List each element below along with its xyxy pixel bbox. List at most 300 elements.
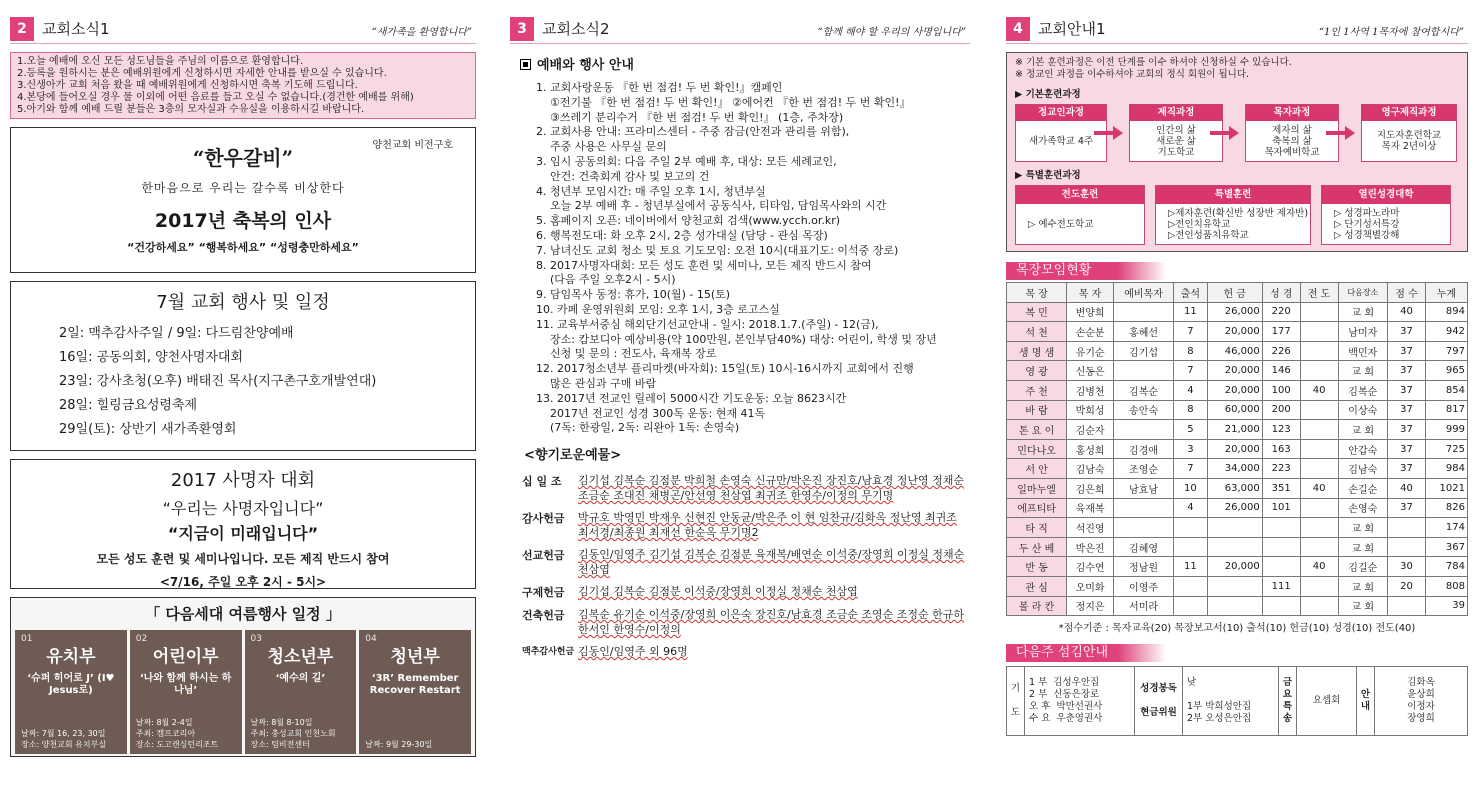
- table-cell: 826: [1425, 498, 1467, 518]
- offering-type: 십 일 조: [522, 475, 562, 489]
- notice-item: [520, 288, 970, 303]
- conference-desc: 모든 성도 훈련 및 세미나입니다. 모든 제직 반드시 참여: [96, 552, 390, 566]
- offering-names: 박규호 박영민 박재우 신현진 안동균/박은주 이 현 임찬규/김화옥 정난영 최귀조 최서경/최종원 최재선 한순옥 무기명2: [578, 511, 957, 540]
- table-cell: 37: [1388, 459, 1426, 479]
- vision-tag: 양천교회 비전구호: [372, 140, 453, 151]
- notice-item: [520, 303, 970, 318]
- course-title: 전도훈련: [1016, 186, 1144, 204]
- table-cell: [1174, 518, 1208, 538]
- page-slogan: “함께 해야 할 우리의 사명입니다”: [817, 27, 966, 38]
- section-heading: [520, 54, 970, 73]
- page-4: [1006, 14, 1468, 736]
- table-cell: 26,000: [1207, 302, 1262, 322]
- table-cell: 주 천: [1007, 380, 1067, 400]
- column-header: 다음장소: [1338, 283, 1388, 303]
- notice-line: ①전기불 『한 번 점검! 두 번 확인!』 ②에어컨 『한 번 점검! 두 번 확인!』: [550, 95, 911, 109]
- card-info: 날짜: 7월 16, 23, 30일: [21, 729, 106, 738]
- notice-line: ③쓰레기 분리수거 『한 번 점검! 두 번 확인!』 (1층, 주차장): [550, 110, 844, 124]
- table-cell: 7: [1174, 322, 1208, 342]
- summer-card: [130, 630, 242, 754]
- column-header: 점 수: [1388, 283, 1426, 303]
- table-cell: 46,000: [1207, 341, 1262, 361]
- course-item: ▷전인성품치유학교: [1168, 229, 1249, 241]
- welcome-line: 1.오늘 예배에 오신 모든 성도님들을 주님의 이름으로 환영합니다.: [17, 56, 304, 67]
- column-header: 출석: [1174, 283, 1208, 303]
- basic-training-label: ▶ 기본훈련과정: [1015, 89, 1081, 100]
- course-item: 축복의 삶: [1272, 135, 1312, 147]
- schedule-item: 16일: 공동의회, 양천사명자대회: [59, 350, 244, 365]
- table-cell: 174: [1425, 518, 1467, 538]
- table-cell: [1207, 596, 1262, 616]
- table-cell: 볼 라 칸: [1007, 596, 1067, 616]
- course-title: 영구제직과정: [1362, 105, 1456, 121]
- notice-line: 2017년 전교인 성경 300독 운동: 현재 41독: [550, 406, 766, 420]
- notice-line: 6. 행복전도대: 화 오후 2시, 2층 성가대실 (담당 - 관심 목장): [536, 228, 828, 242]
- table-cell: 이영주: [1113, 576, 1173, 596]
- welcome-line: 3.신생아가 교회 처음 왔을 때 예배위원에게 신청하시면 축복 기도해 드립니다.: [17, 80, 358, 91]
- table-row: [1007, 322, 1468, 342]
- table-cell: [1300, 518, 1338, 538]
- card-info: 주최: 캠프코리아: [135, 729, 196, 738]
- vision-title: “한우갈비”: [192, 146, 294, 170]
- course-title: 특별훈련: [1156, 186, 1310, 204]
- greeting-wishes: “건강하세요” “행복하세요” “성령충만하세요”: [127, 241, 359, 254]
- notice-line: 장소: 캄보디아 예상비용(약 100만원, 본인부담40%) 대상: 어린이, 학생 및 장년: [550, 332, 937, 346]
- table-row: [1007, 596, 1468, 616]
- card-dept: 청년부: [390, 647, 440, 667]
- table-row: [1007, 537, 1468, 557]
- notice-line: 1. 교회사랑운동 『한 번 점검! 두 번 확인!』캠페인: [536, 81, 783, 94]
- conference-motto-1: “우리는 사명자입니다”: [162, 499, 324, 518]
- table-row: [1007, 459, 1468, 479]
- table-cell: 김기섭: [1113, 341, 1173, 361]
- schedule-item: 28일: 힐링금요성령축제: [59, 398, 198, 413]
- table-cell: [1300, 459, 1338, 479]
- card-info: 장소: 팀비전센터: [250, 740, 310, 749]
- table-cell: 정지은: [1067, 596, 1114, 616]
- table-cell: 26,000: [1207, 498, 1262, 518]
- table-cell: 11: [1174, 302, 1208, 322]
- table-cell: 박희성: [1067, 400, 1114, 420]
- vision-acrostic: 한마음으로 우리는 갈수록 비상한다: [141, 181, 345, 195]
- page-number: 2: [10, 17, 34, 41]
- page-4-header: [1006, 14, 1468, 44]
- table-cell: 김경애: [1113, 439, 1173, 459]
- table-cell: 34,000: [1207, 459, 1262, 479]
- notice-line: 안건: 건축회계 감사 및 보고의 건: [550, 169, 710, 183]
- notice-item: [520, 259, 970, 289]
- table-cell: 37: [1388, 420, 1426, 440]
- duty-role-cell: 성경봉독 현금위원: [1135, 667, 1183, 736]
- offerings-heading: <향기로운예물>: [524, 448, 622, 464]
- duty-usher-label: 안내: [1357, 667, 1375, 736]
- duty-table: [1006, 666, 1468, 736]
- missionary-conference-box: [10, 459, 476, 589]
- page-3: [510, 14, 970, 666]
- table-cell: 홍성희: [1067, 439, 1114, 459]
- table-cell: 37: [1388, 400, 1426, 420]
- offering-type: 구제헌금: [522, 586, 565, 600]
- table-cell: [1300, 400, 1338, 420]
- notice-item: [520, 155, 970, 185]
- table-cell: 교 회: [1338, 518, 1388, 538]
- table-cell: 영 광: [1007, 361, 1067, 381]
- page-title: 교회안내1: [1038, 20, 1106, 38]
- table-cell: 40: [1300, 478, 1338, 498]
- table-cell: 123: [1262, 420, 1300, 440]
- table-cell: 226: [1262, 341, 1300, 361]
- table-row: [1007, 518, 1468, 538]
- table-cell: 20,000: [1207, 380, 1262, 400]
- offering-row: [522, 644, 970, 659]
- table-cell: 남미자: [1338, 322, 1388, 342]
- table-cell: [1300, 302, 1338, 322]
- table-cell: [1300, 498, 1338, 518]
- schedule-item: 2일: 맥추감사주일 / 9일: 다드림찬양예배: [59, 326, 294, 341]
- table-cell: 송안숙: [1113, 400, 1173, 420]
- offering-row: [522, 547, 970, 577]
- course-item: 목자 2년이상: [1381, 141, 1437, 152]
- table-cell: [1113, 420, 1173, 440]
- table-cell: 김수연: [1067, 557, 1114, 577]
- table-cell: 21,000: [1207, 420, 1262, 440]
- table-cell: 351: [1262, 478, 1300, 498]
- table-cell: 박은진: [1067, 537, 1114, 557]
- special-training-row: [1015, 185, 1459, 245]
- notice-line: 10. 카페 운영위원회 모임: 오후 1시, 3층 로고스실: [536, 302, 780, 316]
- conference-time: <7/16, 주일 오후 2시 - 5시>: [159, 575, 327, 589]
- schedule-item: 23일: 강사초청(오후) 배태진 목사(지구촌구호개발연대): [59, 374, 377, 389]
- table-cell: 생 명 샘: [1007, 341, 1067, 361]
- table-row: [1007, 478, 1468, 498]
- page-number: 3: [510, 17, 534, 41]
- course-box: [1361, 104, 1457, 162]
- cell-group-title: 목장모임현황: [1006, 262, 1166, 280]
- page-slogan: “새가족을 환영합니다”: [371, 27, 472, 38]
- table-cell: 서미라: [1113, 596, 1173, 616]
- page-number: 4: [1006, 17, 1030, 41]
- square-bullet-icon: [520, 59, 531, 70]
- summer-title: 「 다음세대 여름행사 일정 」: [145, 605, 341, 623]
- card-info: 날짜: 8월 2-4일: [135, 718, 193, 727]
- table-cell: 20,000: [1207, 439, 1262, 459]
- table-cell: 163: [1262, 439, 1300, 459]
- notice-line: 많은 관심과 구매 바람: [550, 376, 657, 390]
- notice-line: 주중 사용은 사무실 문의: [550, 140, 667, 154]
- table-cell: 육재복: [1067, 498, 1114, 518]
- schedule-title: 7월 교회 행사 및 일정: [156, 292, 330, 313]
- table-cell: 100: [1262, 380, 1300, 400]
- table-cell: 894: [1425, 302, 1467, 322]
- table-cell: 석 천: [1007, 322, 1067, 342]
- table-cell: 8: [1174, 400, 1208, 420]
- greeting-title: 2017년 축복의 인사: [154, 210, 332, 232]
- table-cell: [1174, 596, 1208, 616]
- table-cell: 김길순: [1338, 557, 1388, 577]
- notice-item: [520, 125, 970, 155]
- column-header: 전 도: [1300, 283, 1338, 303]
- table-cell: 김혜영: [1113, 537, 1173, 557]
- card-info: 주최: 충성교회 인천노회: [250, 729, 336, 738]
- notice-line: 13. 2017년 전교인 릴레이 5000시간 기도운동: 오늘 8623시간: [536, 391, 847, 405]
- card-dept: 어린이부: [152, 647, 219, 667]
- table-row: [1007, 576, 1468, 596]
- table-cell: 7: [1174, 361, 1208, 381]
- course-item: ▷ 예수전도학교: [1028, 218, 1094, 230]
- table-cell: [1300, 322, 1338, 342]
- welcome-line: 4.본당에 들어오실 경우 물 이외에 어떤 음료를 들고 오실 수 없습니다.(경건한 예배를 위해): [17, 92, 414, 103]
- table-cell: 984: [1425, 459, 1467, 479]
- course-title: 열린성경대학: [1322, 186, 1450, 204]
- summer-card: [359, 630, 471, 754]
- summer-events-box: [10, 597, 476, 757]
- notice-line: (7독: 한광일, 2독: 리완아 1독: 손영숙): [550, 421, 740, 435]
- course-item: ▷제자훈련(확신반 성장반 제자반): [1168, 207, 1309, 219]
- table-cell: [1300, 420, 1338, 440]
- training-box: [1006, 52, 1468, 252]
- table-cell: 63,000: [1207, 478, 1262, 498]
- table-cell: 백민자: [1338, 341, 1388, 361]
- offering-type: 감사헌금: [522, 512, 565, 526]
- table-cell: 남효남: [1113, 478, 1173, 498]
- table-cell: [1262, 537, 1300, 557]
- table-cell: 변양희: [1067, 302, 1114, 322]
- course-item: ▷ 성경책별강해: [1334, 229, 1400, 241]
- column-header: 성 경: [1262, 283, 1300, 303]
- table-cell: 37: [1388, 439, 1426, 459]
- table-cell: 784: [1425, 557, 1467, 577]
- table-cell: [1300, 596, 1338, 616]
- offering-names: 김동인/임영주 외 96명: [578, 645, 688, 659]
- course-item: ▷ 단기성서특강: [1334, 218, 1400, 230]
- table-cell: 김순자: [1067, 420, 1114, 440]
- table-cell: [1113, 302, 1173, 322]
- course-item: 새가족학교 4주: [1028, 135, 1094, 147]
- offering-names: 김복순 유기순 이석중/장영희 이은숙 장진호/남효경 조금순 조영순 조정순 한규하 한서인 한영수/이정의: [578, 608, 965, 637]
- table-cell: 177: [1262, 322, 1300, 342]
- notices-section: [510, 54, 970, 436]
- table-cell: [1388, 518, 1426, 538]
- offering-names: 김기섭 김복순 김점분 이석중/장영희 이정실 정채순 천삼엽: [578, 585, 858, 599]
- table-cell: 교 회: [1338, 537, 1388, 557]
- card-info: 날짜: 8월 8-10일: [250, 718, 313, 727]
- card-number: 01: [21, 634, 33, 644]
- table-cell: 999: [1425, 420, 1467, 440]
- duty-usher-names: 김화옥 윤상희 이정자 장영희: [1375, 667, 1468, 736]
- notice-line: (다음 주일 오후2시 - 5시): [550, 273, 676, 287]
- table-cell: [1300, 537, 1338, 557]
- table-cell: [1300, 439, 1338, 459]
- table-cell: 홍혜선: [1113, 322, 1173, 342]
- table-cell: 김복순: [1338, 380, 1388, 400]
- table-cell: 30: [1388, 557, 1426, 577]
- table-cell: 교 회: [1338, 420, 1388, 440]
- table-cell: 101: [1262, 498, 1300, 518]
- card-dept: 청소년부: [267, 647, 334, 667]
- duty-special-song: 금요특송: [1279, 667, 1297, 736]
- arrow-right-icon: [1345, 126, 1355, 140]
- page-title: 교회소식1: [42, 20, 110, 38]
- table-cell: 교 회: [1338, 576, 1388, 596]
- course-item: 목자예비학교: [1264, 146, 1320, 158]
- offering-row: [522, 473, 970, 503]
- table-cell: 40: [1388, 302, 1426, 322]
- table-cell: 김은희: [1067, 478, 1114, 498]
- table-cell: [1300, 361, 1338, 381]
- table-cell: 이상숙: [1338, 400, 1388, 420]
- welcome-box: [10, 52, 476, 119]
- page-2: [10, 14, 476, 757]
- table-cell: [1300, 341, 1338, 361]
- summer-card: [245, 630, 357, 754]
- course-item: 인간의 삶: [1156, 124, 1196, 136]
- table-cell: 손순분: [1067, 322, 1114, 342]
- table-cell: 7: [1174, 459, 1208, 479]
- course-item: 제자의 삶: [1272, 124, 1312, 136]
- card-number: 04: [365, 634, 377, 644]
- table-cell: 725: [1425, 439, 1467, 459]
- table-cell: 복 민: [1007, 302, 1067, 322]
- column-header: 목 장: [1007, 283, 1067, 303]
- training-note: ※ 정교인 과정을 이수하셔야 교회의 정식 회원이 됩니다.: [1015, 69, 1250, 80]
- section-heading-text: 예배와 행사 안내: [537, 58, 634, 73]
- offering-type: 선교헌금: [522, 549, 565, 563]
- table-cell: 146: [1262, 361, 1300, 381]
- notice-line: 7. 남녀신도 교회 청소 및 토요 기도모임: 오전 10시(대표기도: 이석중 장로): [536, 243, 899, 257]
- page-slogan: “1인 1사역 1목자에 참여합시다”: [1318, 27, 1464, 38]
- table-cell: 손길순: [1338, 478, 1388, 498]
- table-cell: 바 람: [1007, 400, 1067, 420]
- card-number: 02: [135, 634, 148, 644]
- page-title: 교회소식2: [542, 20, 610, 38]
- table-row: [1007, 361, 1468, 381]
- table-cell: 신동은: [1067, 361, 1114, 381]
- cell-group-table: [1006, 282, 1468, 616]
- table-cell: 854: [1425, 380, 1467, 400]
- duty-key: 기 도: [1007, 667, 1025, 736]
- offering-type: 건축헌금: [522, 609, 565, 623]
- offering-row: [522, 510, 970, 540]
- card-theme: ‘예수의 길’: [275, 673, 326, 684]
- table-cell: 두 산 베: [1007, 537, 1067, 557]
- table-cell: [1207, 576, 1262, 596]
- notice-line: 12. 2017청소년부 플리마켓(바자회): 15일(토) 10시-16시까지 교회에서 진행: [536, 362, 914, 376]
- course-item: 새로운 삶: [1156, 135, 1196, 147]
- table-cell: [1113, 518, 1173, 538]
- notice-item: [520, 318, 970, 362]
- course-item: ▷전인치유학교: [1168, 218, 1231, 230]
- vision-slogan-box: [10, 127, 476, 273]
- table-cell: 808: [1425, 576, 1467, 596]
- table-cell: [1113, 498, 1173, 518]
- duty-prayer-cell: 1 부 김성우안집 2 부 신동은장로 오 후 박만선권사 수 요 우춘영권사: [1025, 667, 1135, 736]
- table-cell: [1388, 596, 1426, 616]
- page-3-header: [510, 14, 970, 44]
- card-info: 장소: 양천교회 유치부실: [21, 740, 107, 749]
- table-cell: [1388, 537, 1426, 557]
- table-cell: 220: [1262, 302, 1300, 322]
- notice-item: [520, 244, 970, 259]
- table-cell: 4: [1174, 498, 1208, 518]
- table-cell: 김병천: [1067, 380, 1114, 400]
- table-cell: 37: [1388, 322, 1426, 342]
- table-cell: 조영순: [1113, 459, 1173, 479]
- offering-row: [522, 607, 970, 637]
- table-row: [1007, 439, 1468, 459]
- table-cell: 965: [1425, 361, 1467, 381]
- table-cell: [1262, 518, 1300, 538]
- table-row: [1007, 557, 1468, 577]
- table-cell: [1174, 537, 1208, 557]
- table-row: [1007, 400, 1468, 420]
- table-cell: 5: [1174, 420, 1208, 440]
- summer-card: [15, 630, 127, 754]
- special-course-box: [1015, 185, 1145, 245]
- table-cell: 교 회: [1338, 302, 1388, 322]
- table-cell: 석진영: [1067, 518, 1114, 538]
- offering-names: 김기섭 김복순 김점분 박희철 손영숙 신규만/박은진 장진호/남효경 정난영 정채순 조금순 조대진 채병곤/안선영 천삼엽 최귀조 한영수/이정의 무기명: [578, 474, 965, 503]
- special-course-box: [1321, 185, 1451, 245]
- special-course-box: [1155, 185, 1311, 245]
- welcome-line: 5.아기와 함께 예배 드릴 분들은 3층의 모자실과 수유실을 이용하시길 바랍니다.: [17, 104, 365, 115]
- score-criteria: *점수기준 : 목자교육(20) 목장보고서(10) 출석(10) 헌금(10) 성경(10) 전도(40): [1058, 623, 1416, 635]
- table-cell: 정남원: [1113, 557, 1173, 577]
- basic-training-flow: [1015, 104, 1459, 162]
- table-row: [1007, 420, 1468, 440]
- notice-list: [520, 81, 970, 436]
- table-cell: 교 회: [1338, 361, 1388, 381]
- column-header: 누계: [1425, 283, 1467, 303]
- table-cell: 4: [1174, 380, 1208, 400]
- notice-line: 5. 홈페이지 오픈: 네이버에서 양천교회 검색(www.ycch.or.kr): [536, 214, 841, 228]
- conference-motto-2: “지금이 미래입니다”: [167, 524, 319, 543]
- notice-item: [520, 185, 970, 215]
- table-row: [1007, 498, 1468, 518]
- july-schedule-box: [10, 281, 476, 451]
- table-cell: 817: [1425, 400, 1467, 420]
- card-info: 날짜: 9월 29-30일: [365, 740, 433, 749]
- card-number: 03: [250, 634, 262, 644]
- notice-line: 9. 담임목사 동정: 휴가, 10(월) - 15(토): [536, 288, 731, 302]
- table-cell: 민다나오: [1007, 439, 1067, 459]
- welcome-line: 2.등록을 원하시는 분은 예배위원에게 신청하시면 자세한 안내를 받으실 수 있습니다.: [17, 68, 387, 79]
- duty-reader-cell: 낮 1부 박희성안집 2부 오성은안집: [1183, 667, 1279, 736]
- table-cell: 37: [1388, 498, 1426, 518]
- duty-title: 다음주 섬김안내: [1006, 644, 1166, 662]
- column-header: 헌 금: [1207, 283, 1262, 303]
- notice-item: [520, 81, 970, 125]
- card-theme: ‘슈퍼 히어로 J’ (I♥ Jesus로): [27, 673, 115, 696]
- table-cell: 안갑숙: [1338, 439, 1388, 459]
- notice-line: 11. 교육부서중심 해외단기선교안내 - 일시: 2018.1.7.(주일) - 12(금),: [536, 317, 879, 331]
- table-cell: [1207, 537, 1262, 557]
- table-cell: 서 안: [1007, 459, 1067, 479]
- card-theme: ‘3R’ Remember Recover Restart: [369, 673, 461, 696]
- table-cell: 223: [1262, 459, 1300, 479]
- course-item: 기도학교: [1157, 146, 1195, 158]
- table-cell: 39: [1425, 596, 1467, 616]
- column-header: 목 자: [1067, 283, 1114, 303]
- conference-title: 2017 사명자 대회: [170, 470, 316, 491]
- table-cell: 3: [1174, 439, 1208, 459]
- table-cell: 오미화: [1067, 576, 1114, 596]
- offering-names: 김동인/임영주 김기섭 김복순 김점분 육재복/배연순 이석중/장영희 이정실 정채순 천삼엽: [578, 548, 965, 577]
- notice-line: 8. 2017사명자대회: 모든 성도 훈련 및 세미나, 모든 제직 반드시 참여: [536, 258, 872, 272]
- notice-item: [520, 392, 970, 436]
- column-header: 예비목자: [1113, 283, 1173, 303]
- notice-line: 2. 교회사용 안내: 프라미스센터 - 주중 잠금(안전과 관리를 위함),: [536, 125, 850, 139]
- table-cell: 반 동: [1007, 557, 1067, 577]
